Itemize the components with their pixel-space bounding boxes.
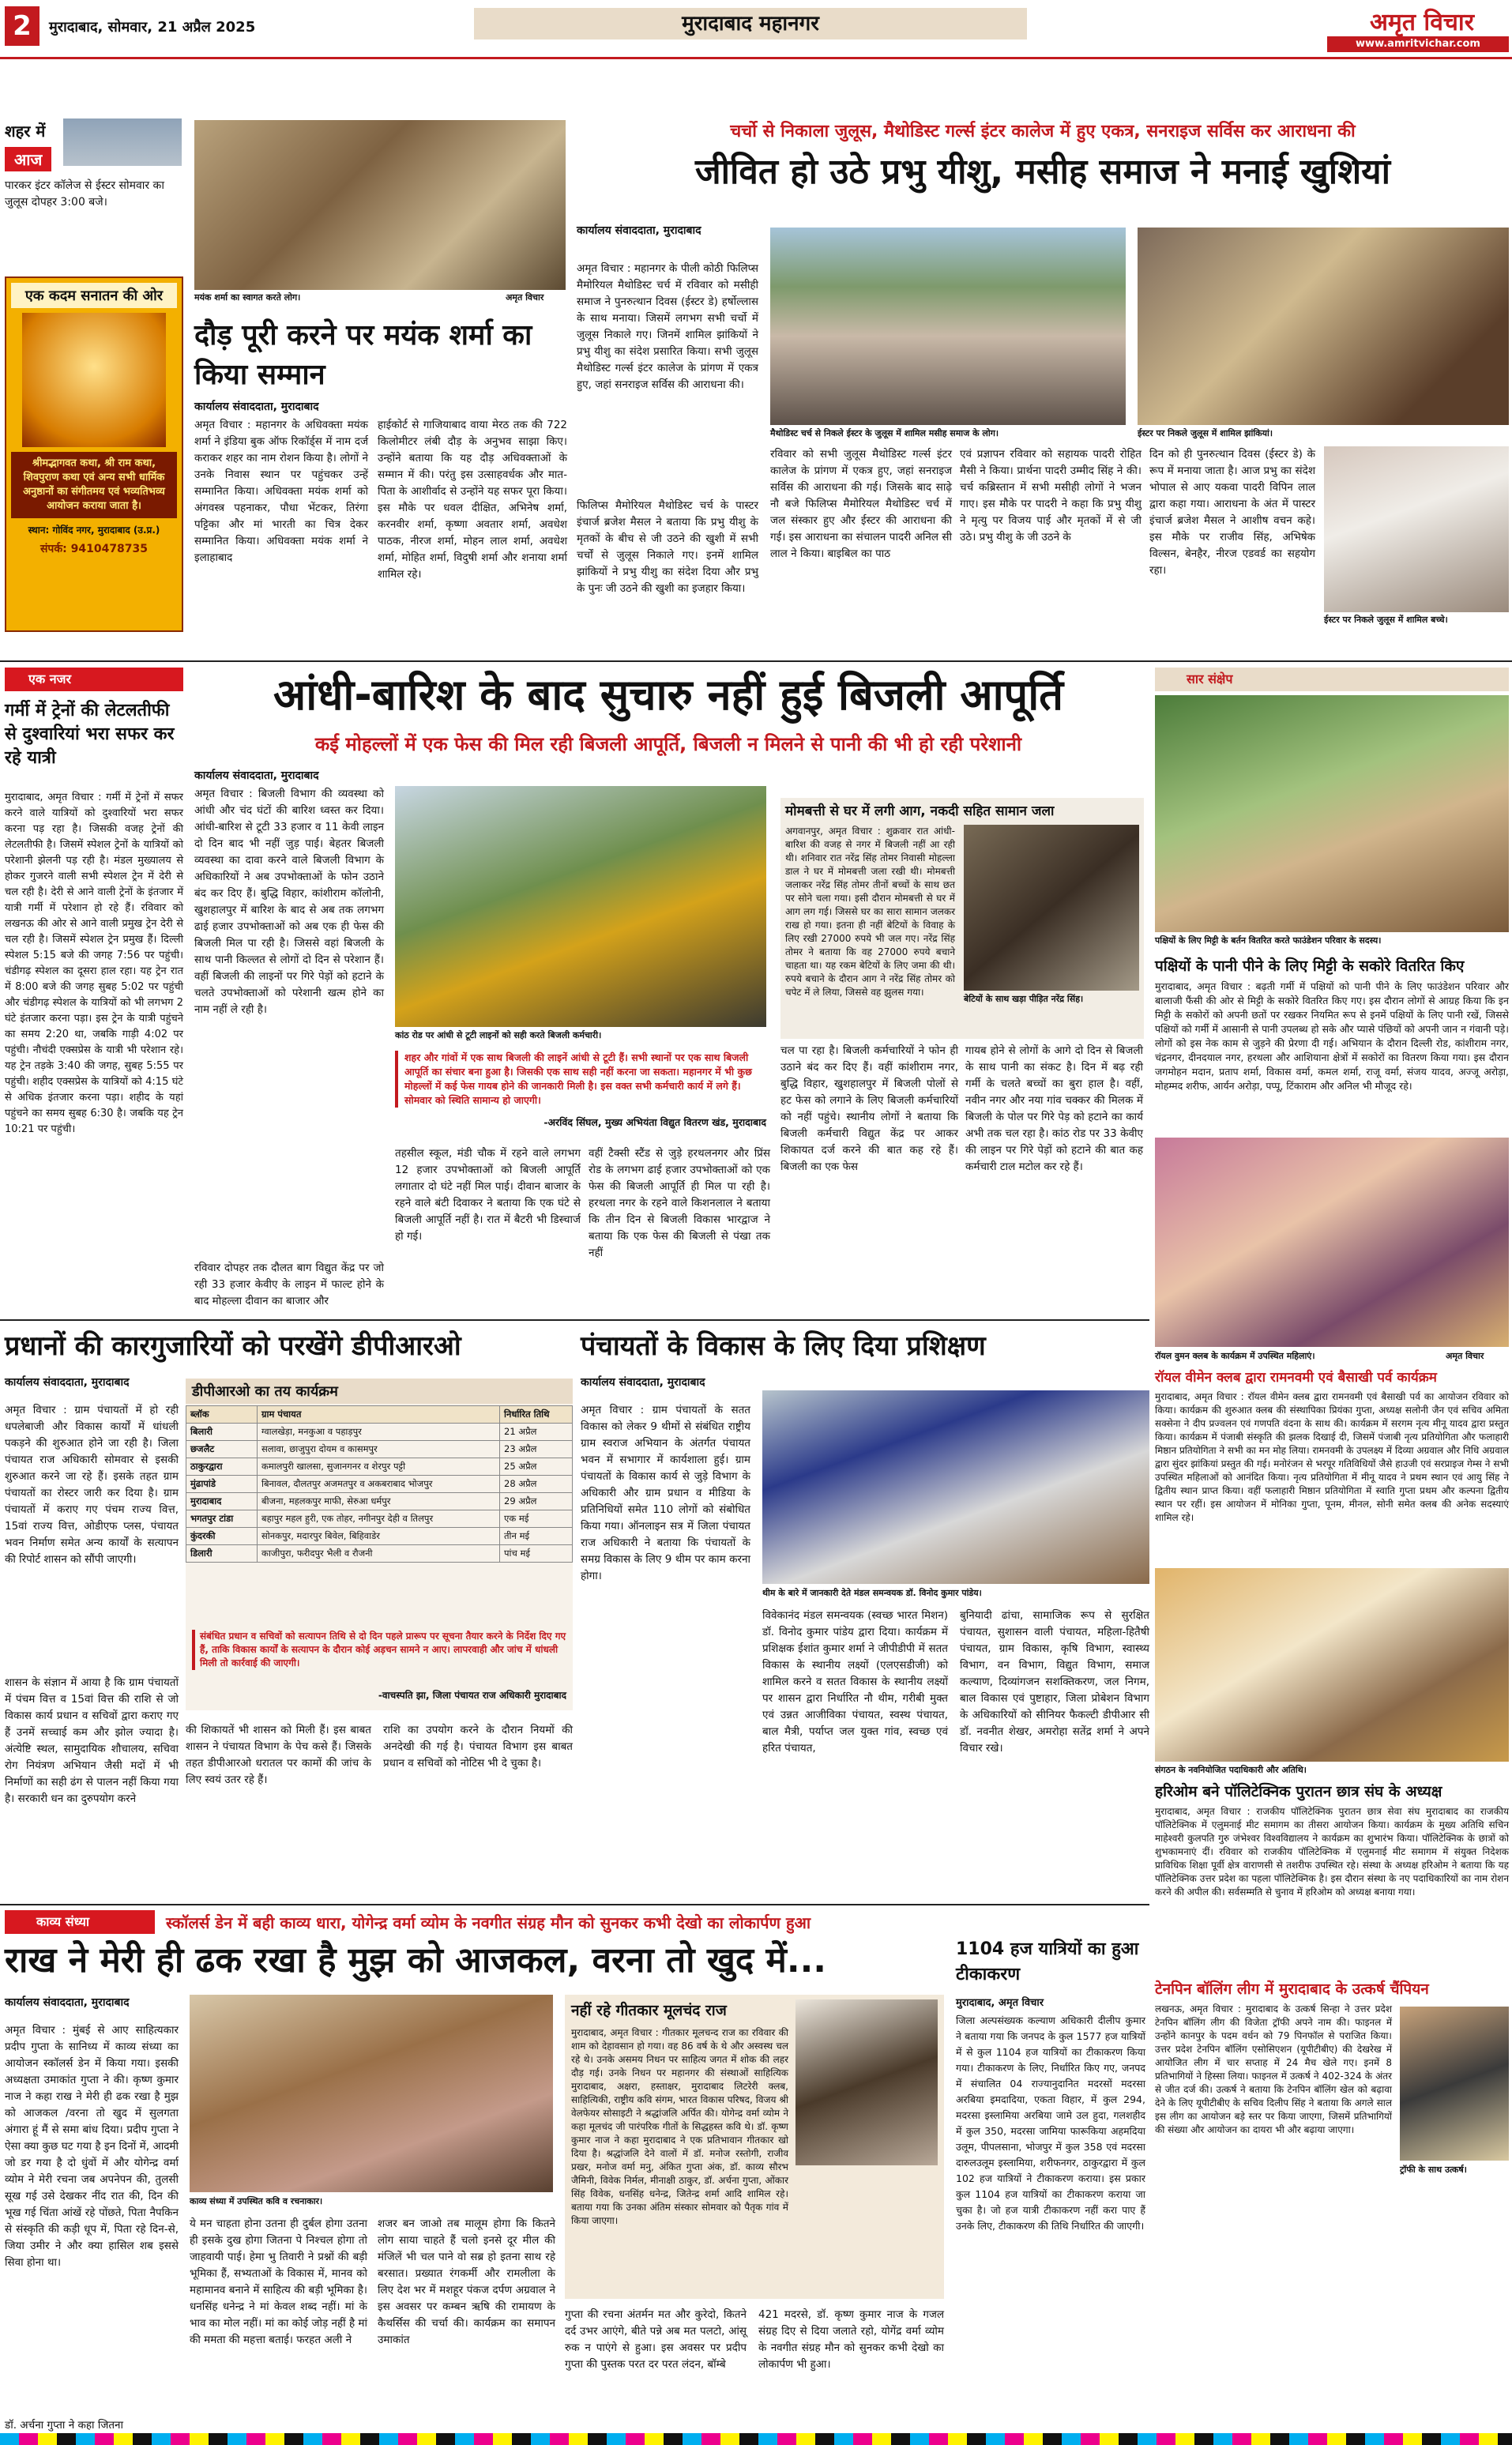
table-row [186,1545,573,1563]
right-tag: सार संक्षेप [1155,668,1509,691]
training-byline: कार्यालय संवाददाता, मुरादाबाद [581,1376,705,1389]
color-registration-bar [0,2433,1512,2445]
poetry-body-3: शजर बन जाओ तब मालूम होगा कि कितने लोग साया चाहते हैं चलो इनसे दूर मील की मंजिलें भी चल पाने वो सब्र हो इतना साथ रहे बरसात। प्रख्यात रंगकर्मी और रामलीला के लिए देश भर में मशहूर पंकज दर्पण अग्रवाल ने इस अवसर पर कम्बन ऋषि की रामायण के कैथर्सिस की चर्चा की। कार्यक्रम का समापन उमाकांत [378,2217,555,2346]
poetry-caption: काव्य संध्या में उपस्थित कवि व रचनाकार। [190,2196,323,2206]
mayank-credit: अमृत विचार [506,292,544,303]
poetry-body-5: 421 मदरसे, डॉ. कृष्ण कुमार नाज के गजल संग्रह दिए से दिया जलाते रहो, योगेंद्र वर्मा व्योम के नवगीत संग्रह मौन को सुनकर कभी देखो का लोकार्पण भी हुआ। [758,2308,944,2371]
table-row [186,1424,573,1441]
table-cell: एक मई [500,1510,573,1528]
mulchand-headline: नहीं रहे गीतकार मूलचंद राज [571,2002,727,2019]
power-caption: कांठ रोड पर आंधी से टूटी लाइनों को सही करते बिजली कर्मचारी। [395,1030,602,1040]
masthead [0,0,1512,57]
power-body-4: चल पा रहा है। बिजली कर्मचारियों ने फोन ही उठाने बंद कर दिए हैं। वहीं कांशीराम नगर, बुद्धि विहार, खुशहालपुर में बिजली पोलों से हट फेस को लगाने के लिए बिजली कर्मचारियों को नहीं पहुंचे। स्थानीय लोगों ने बताया कि बिजली कर्मचारी विद्युत केंद्र पर आकर शिकायत दर्ज करने की बात कह रहे हैं। बिजली का एक फेस [780,1044,958,1173]
table-cell: 28 अप्रैल [500,1476,573,1493]
fire-box [780,798,1144,1039]
section-label: मुरादाबाद महानगर [682,12,819,36]
poetry-body-1b: डॉ. अर्चना गुप्ता ने कहा जितना [5,2419,124,2432]
mayank-photo [194,120,566,290]
poetry-body-4: गुप्ता की रचना अंतर्मन मत और कुरेदो, कितने दर्द उभर आएंगे, बीते पन्ने अब मत पलटो, आंसू रुक न पाएंगे से हुआ। इस अवसर पर प्रदीप गुप्ता की पुस्तक परत दर परत लंदन, बॉम्बे [565,2308,747,2371]
today-label: आज [5,147,51,171]
right-body-4: लखनऊ, अमृत विचार : मुरादाबाद के उत्कर्ष सिन्हा ने उत्तर प्रदेश टेनपिन बॉलिंग लीग की विजेता ट्रॉफी अपने नाम की। फाइनल में उन्होंने कानपुर के पदम वर्धन को 79 पिनफॉल से पराजित किया। उत्तर प्रदेश टेनपिन बॉलिंग एसोसिएशन (यूपीटीबीए) की देखरेख में आयोजित लीग में चार सप्ताह में 24 मैच खेले गए। इनमें 8 प्रतिभागियों ने हिस्सा लिया। फाइनल में उत्कर्ष ने 402-324 के अंतर से जीत दर्ज की। उत्कर्ष ने बताया कि टेनपिन बॉलिंग खेल को बढ़ावा देने के लिए यूपीटीबीए के सचिव दिलीप सिंह ने बताया कि अगले साल इस लीग का आयोजन बड़े स्तर पर किया जाएगा, जिसमें प्रतिभागियों की संख्या और आयोजन का दायरा भी और बढ़ाया जाएगा। [1155,2003,1392,2135]
table-cell: कुंदरकी [186,1528,258,1545]
dpro-headline: प्रधानों की कारगुजारियों को परखेंगे डीपीआरओ [5,1330,461,1362]
ad-place: स्थान: गोविंद नगर, मुरादाबाद (उ.प्र.) [28,525,160,536]
table-cell: मुंढापांडे [186,1476,258,1493]
easter-byline: कार्यालय संवाददाता, मुरादाबाद [577,224,701,237]
fire-body: अगवानपुर, अमृत विचार : शुक्रवार रात आंधी-बारिश की वजह से नगर में बिजली नहीं आ रही थी। शनिवार रात नरेंद्र सिंह तोमर निवासी मोहल्ला डाल ने घर में मोमबत्ती जला रखी थी। मोमबत्ती जलाकर नरेंद्र सिंह तोमर तीनों बच्चों के साथ छत पर सोने चला गया। इसी दौरान मोमबत्ती से घर में आग लग गई। जिससे घर का सारा सामान जलकर राख हो गया। इतना ही नहीं बेटियों के विवाह के लिए रखी 27000 रुपये भी जल गए। नरेंद्र सिंह तोमर ने बताया कि वह 27000 रुपये बचाने चाहता था। यह रकम बेटियों के लिए जमा की थी। रुपये बचाने के दौरान आग ने नरेंद्र सिंह तोमर को चपेट में ले लिया, जिससे वह झुलस गया। [785,826,955,998]
easter-caption-3: ईस्टर पर निकले जुलूस में शामिल बच्चे। [1324,615,1448,625]
table-cell: बीजना, महलकपुर माफी, सेरुआ धर्मपुर [258,1493,500,1510]
vaccine-headline: 1104 हज यात्रियों का हुआ टीकाकरण [956,1939,1139,1984]
mayank-body-1: अमृत विचार : महानगर के अधिवक्ता मयंक शर्मा ने इंडिया बुक ऑफ रिकॉर्ड्स में नाम दर्ज कराकर शहर का नाम रोशन किया है। लोगों ने उनके निवास स्थान पर पहुंचकर उन्हें सम्मानित किया। अधिवक्ता मयंक शर्मा को अंगवस्त्र पहनाकर, पौधा भेंटकर, तिरंगा पट्टिका और मां भारती का चित्र देकर सम्मानित किया। अधिवक्ता मयंक शर्मा ने इलाहाबाद [194,419,368,564]
table-cell: बिनावल, दौलतपुर अजमतपुर व अकबराबाद भोजपुर [258,1476,500,1493]
today-event: पारकर इंटर कॉलेज से ईस्टर सोमवार का जुलूस दोपहर 3:00 बजे। [5,179,164,209]
table-cell: ग्वालखेड़ा, मनकुआ व पहाड़पुर [258,1424,500,1441]
power-body-2: तहसील स्कूल, मंडी चौक में रहने वाले लगभग 12 हजार उपभोक्ताओं को बिजली आपूर्ति लगातार दो घंटे नहीं मिल पाई। दीवान बाजार के रहने वाले बंटी दिवाकर ने बताया कि एक घंटे से बिजली आपूर्ति नहीं है। रात में बैटरी भी डिस्चार्ज हो गई। [395,1147,581,1243]
right-photo-4 [1400,2007,1509,2161]
dpro-byline: कार्यालय संवाददाता, मुरादाबाद [5,1376,130,1389]
table-row [186,1458,573,1476]
right-caption-1: पक्षियों के लिए मिट्टी के बर्तन वितरित करते फाउंडेशन परिवार के सदस्य। [1155,935,1382,946]
ad-title: एक कदम सनातन की ओर [11,283,177,308]
mulchand-photo [795,1999,938,2165]
table-cell: बहापुर महल हुरी, एक तोहर, नगीनपुर देही व तिलपुर [258,1510,500,1528]
fire-photo [964,825,1139,991]
dpro-table-box [186,1379,573,1710]
table-cell: 29 अप्रैल [500,1493,573,1510]
table-header: ग्राम पंचायत [258,1406,500,1424]
table-cell: पांच मई [500,1545,573,1563]
mayank-byline: कार्यालय संवाददाता, मुरादाबाद [194,401,319,413]
table-cell: सलावा, छाजुपुरा दोयम व कासमपुर [258,1441,500,1458]
table-cell: बिलारी [186,1424,258,1441]
easter-body-1: अमृत विचार : महानगर के पीली कोठी फिलिप्स मैमोरियल मैथोडिस्ट चर्च में रविवार को मसीही समाज ने पुनरुत्थान दिवस (ईस्टर डे) हर्षोल्लास के साथ मनाया। जिसमें लगभग सभी चर्चो में जुलूस निकाले गए। जिनमें शामिल झांकियों ने प्रभु यीशु का संदेश प्रसारित किया। सभी जुलूस मैथोडिस्ट गर्ल्स इंटर कालेज के प्रांगण में एकत्र हुए, जहां सनराइज सर्विस की आराधना की। [577,262,758,391]
power-quote-by: -अरविंद सिंघल, मुख्य अभियंता विद्युत वितरण खंड, मुरादाबाद [543,1116,766,1128]
right-photo-3 [1155,1568,1509,1762]
training-caption: थीम के बारे में जानकारी देते मंडल समन्वयक डॉ. विनोद कुमार पांडेय। [762,1588,982,1598]
page-number: 2 [5,6,39,46]
section-title [474,8,1027,39]
right-photo-2 [1155,1138,1509,1347]
table-cell: 23 अप्रैल [500,1441,573,1458]
power-body-1b: रविवार दोपहर तक दौलत बाग विद्युत केंद्र पर जो रही 33 हजार केवीए के लाइन में फाल्ट होने के बाद मोहल्ला दीवान का बाजार और [194,1262,384,1307]
brand-logo: अमृत विचार [1370,9,1474,36]
right-headline-1: पक्षियों के पानी पीने के लिए मिट्टी के सकोरे वितरित किए [1155,957,1465,975]
table-row [186,1528,573,1545]
dpro-body-4: राशि का उपयोग करने के दौरान नियमों की अनदेखी की गई है। पंचायत विभाग इस बाबत प्रधान व सचिवों को नोटिस भी दे चुका है। [383,1724,573,1770]
thumb-city [63,118,182,166]
poetry-body-1: अमृत विचार : मुंबई से आए साहित्यकार प्रदीप गुप्ता के सानिध्य में काव्य संध्या का आयोजन स्कॉलर्स डेन में किया गया। इसकी अध्यक्षता उमाकांत गुप्ता ने की। कृष्ण कुमार नाज ने कहा राख ने मेरी ही ढक रखा है मुझ को आजकल /वरना तो खुद में सुलगता अंगारा हूं मैं से समा बांध दिया। प्रदीप गुप्ता ने ऐसा क्या कुछ घट गया है इन दिनों में, आदमी जो डर गया है दो धुंवों में और योगेन्द्र वर्मा व्योम ने मेरी रचना जब अपनेपन की, तुलसी सूख गई उसे देखकर नींद रात की, दिन की भूख गई चिंता आंखें रहे पोंछते, पिता नैपकिन से संस्कृति की कड़ी धूप में, पिता रहे दिन-से, जिया उमीर ने और क्या हासिल शब इससे सिवा होना था। [5,2024,179,2269]
power-quote: शहर और गांवों में एक साथ बिजली की लाइनें आंधी से टूटी हैं। सभी स्थानों पर एक साथ बिजली आपूर्ति का संचार बना हुआ है। जिसकी एक साथ सही नहीं करना जा सकता। महानगर में भी कुछ मोहल्लों में कई फेस गायब होने की जानकारी मिली है। इस वक्त सभी कर्मचारी कार्य में लगे हैं। सोमवार को स्थिति सामान्य हो जाएगी। [395,1051,766,1108]
table-cell: 25 अप्रैल [500,1458,573,1476]
easter-body-3: रविवार को सभी जुलूस मैथोडिस्ट गर्ल्स इंटर कालेज के प्रांगण में एकत्र हुए, जहां सनराइज सर्विस की आराधना की गई। जिसके बाद साढ़े नौ बजे फिलिप्स मैमोरियल मैथोडिस्ट चर्च में जल संस्कार हुए और ईस्टर की आराधना की गई। इस आराधना का संचालन पादरी अनिल सी लाल ने किया। बाइबिल का पाठ [770,448,952,560]
easter-photo-procession [770,228,1126,425]
easter-kicker: चर्चो से निकाला जुलूस, मैथोडिस्ट गर्ल्स इंटर कालेज में हुए एकत्र, सनराइज सर्विस कर आराधना की [730,122,1356,141]
right-headline-2: रॉयल वीमेन क्लब द्वारा रामनवमी एवं बैसाखी पर्व कार्यक्रम [1155,1370,1437,1386]
table-cell: कमालपुरी खालसा, सुजानगनर व शेरपुर पट्टी [258,1458,500,1476]
training-headline: पंचायतों के विकास के लिए दिया प्रशिक्षण [581,1330,986,1362]
table-cell: छजलैट [186,1441,258,1458]
mayank-headline: दौड़ पूरी करने पर मयंक शर्मा का किया सम्मान [194,319,532,391]
poetry-headline: राख ने मेरी ही ढक रखा है मुझ को आजकल, वरना तो खुद में... [5,1940,827,1980]
table-row [186,1493,573,1510]
site-url[interactable]: www.amritvichar.com [1327,36,1509,52]
power-body-5: गायब होने से लोगों के आगे दो दिन से बिजली के साथ पानी का संकट है। दिन में बढ़ रही गर्मी के चलते बच्चों का बुरा हाल है। वहीं, नवीन नगर और नया गांव चक्कर की मिलक में बिजली के पोल पर गिरे पेड़ को हटाने का कार्य अभी तक चल रहा है। कांठ रोड पर 33 केवीए की लाइन पर गिरे पेड़ों को हटाने की बात कह कर्मचारी टाल मटोल कर रहे हैं। [965,1044,1143,1173]
trains-headline: गर्मी में ट्रेनों की लेटलतीफी से दुश्वारियां भरा सफर कर रहे यात्री [5,701,175,768]
rule-row2 [0,1319,1149,1321]
power-subhead: कई मोहल्लों में एक फेस की मिल रही बिजली आपूर्ति, बिजली न मिलने से पानी की भी हो रही परेशानी [314,733,1022,755]
easter-photo-tableau [1138,228,1509,425]
table-row [186,1510,573,1528]
power-byline: कार्यालय संवाददाता, मुरादाबाद [194,769,319,782]
training-body-3: बुनियादी ढांचा, सामाजिक रूप से सुरक्षित पंचायत, सुशासन वाली पंचायत, महिला-हितैषी पंचायत, ग्राम विकास, कृषि विभाग, स्वास्थ्य विभाग, वन विभाग, विद्युत विभाग, समाज कल्याण, दिव्यांगजन सशक्तिकरण, जल निगम, बाल विकास एवं पुष्टाहार, जिला प्रोबेशन विभाग के अधिकारियों को सीनियर फैकल्टी डीपीआर सी डॉ. नवनीत शेखर, अमरोहा सतेंद्र शर्मा ने अपने विचार रखे। [960,1609,1149,1755]
dpro-quote-by: -वाचस्पति झा, जिला पंचायत राज अधिकारी मुरादाबाद [378,1690,566,1701]
fire-headline: मोमबत्ती से घर में लगी आग, नकदी सहित सामान जला [785,803,1055,819]
power-photo [395,786,766,1027]
power-body-3: वहीं टैक्सी स्टैंड से जुड़े हरथलनगर और प्रिंस रोड के लगभग ढाई हजार उपभोक्ताओं को एक फेस की बिजली आपूर्ति ही मिल पा रही है। हरथला नगर के रहने वाले किशनलाल ने बताया कि तीन दिन से बिजली विकास भारद्वाज ने बताया कि एक फेस की बिजली से पंखा तक नहीं [589,1147,770,1259]
right-body-1: मुरादाबाद, अमृत विचार : बढ़ती गर्मी में पक्षियों को पानी पीने के लिए फाउंडेशन परिवार और बालाजी फैंसी की ओर से मिट्टी के सकोरे वितरित किए गए। इस दौरान लोगों से आग्रह किया कि इन मिट्टी के सकोरों को अपनी छतों पर रखकर नियमित रूप से इनमें पक्षियों के लिए पानी रखें, जिससे पक्षियों को गर्मी में आसानी से पानी उपलब्ध हो सके और प्यासे पंछियों को अपनी जान न गंवानी पड़े। लोगों को इस नेक काम से जुड़ने की प्रेरणा दी गई। अभियान के दौरान दिल्ली रोड, कांशीराम नगर, चंद्रनगर, दीनदयाल नगर, हरथला और आशियाना क्षेत्रों में सकोरों का वितरण किया गया। इस दौरान जगमोहन मदान, प्रताप शर्मा, विकास वर्मा, कमल शर्मा, राजू वर्मा, संजय यादव, अज्जू अरोड़ा, मोहम्मद शरीफ, आर्यन अरोड़ा, पप्पू, टिंकाराम और अनिल भी मौजूद रहे। [1155,980,1509,1092]
poetry-kicker: स्कॉलर्स डेन में बही काव्य धारा, योगेन्द्र वर्मा व्योम के नवगीत संग्रह मौन को सुनकर कभी देखो का लोकार्पण हुआ [166,1913,811,1932]
mulchand-box [565,1995,944,2299]
training-body-2: विवेकानंद मंडल समन्वयक (स्वच्छ भारत मिशन) डॉ. विनोद कुमार पांडेय द्वारा दिया। कार्यक्रम में प्रशिक्षक ईशांत कुमार शर्मा ने जीपीडीपी में सतत विकास के स्थानीय लक्ष्यों (एलएसडीजी) को शामिल करने व सतत विकास के स्थानीय लक्ष्यों पर शासन द्वारा निर्धारित नौ थीम, गरीबी मुक्त एवं उन्नत आजीविका पंचायत, स्वस्थ पंचायत, बाल मैत्री, पर्याप्त जल युक्त गांव, स्वच्छ एवं हरित पंचायत, [762,1609,948,1755]
poetry-tag: काव्य संध्या [5,1910,155,1934]
dpro-quote: संबंधित प्रधान व सचिवों को सत्यापन तिथि से दो दिन पहले प्रारूप पर सूचना तैयार करने के निर्देश दिए गए हैं, ताकि विकास कार्यों के सत्यापन के दौरान कोई अड़चन सामने न आए। लापरवाही और जांच में धांधली मिली तो कार्रवाई की जाएगी। [192,1630,566,1670]
right-caption-4: ट्रॉफी के साथ उत्कर्ष। [1400,2165,1467,2175]
table-cell: तीन मई [500,1528,573,1545]
right-headline-3: हरिओम बने पॉलिटेक्निक पुरातन छात्र संघ के अध्यक्ष [1155,1783,1442,1800]
right-credit-2: अमृत विचार [1446,1351,1484,1361]
training-body-1: अमृत विचार : ग्राम पंचायतों के सतत विकास को लेकर 9 थीमों से संबंधित राष्ट्रीय ग्राम स्वराज अभियान के अंतर्गत पंचायत भवन में सभागार में कार्यशाला हुई। ग्राम पंचायतों के विकास कार्य से जुड़े विभाग के अधिकारी और ग्राम प्रधान व मीडिया के प्रतिनिधियों समेत 110 लोगों को संबोधित किया गया। ऑनलाइन सत्र में जिला पंचायत राज अधिकारी ने बताया कि पंचायतों के समग्र विकास के लिए 9 थीम पर काम करना होगा। [581,1404,750,1582]
power-body-1: अमृत विचार : बिजली विभाग की व्यवस्था को आंधी और चंद घंटों की बारिश ध्वस्त कर दिया। आंधी-बारिश से टूटी 33 हजार व 11 केवी लाइन दो दिन बाद भी नहीं जुड़ पाई। बेहतर बिजली व्यवस्था का दावा करने वाले बिजली विभाग के अधिकारियों ने अब उपभोक्ताओं के फोन उठाने बंद कर दिए हैं। बुद्धि विहार, कांशीराम कॉलोनी, खुशहालपुर में बारिश के बाद से अब तक लगभग ढाई हजार उपभोक्ताओं को अब एक ही फेस की बिजली मिल पा रही है। जिससे वहां बिजली के साथ पानी किल्लत से लोगों दो दिन से परेशान हैं। वहीं बिजली की लाइनों पर गिरे पेड़ों को हटाने के चलते उपभोक्ताओं को परेशानी खत्म होने का नाम नहीं ले रही है। [194,788,384,1016]
easter-body-5: दिन को ही पुनरुत्थान दिवस (ईस्टर डे) के रूप में मनाया जाता है। आज प्रभु का संदेश भोपाल से आए यकवा पादरी विपिन लाल द्वारा कहा गया। आराधना के अंत में पास्टर इंचार्ज ब्रजेश मैसल ने आशीष वचन कहे। इस मौके पर राजीव सिंह, अभिषेक विल्सन, बेनहैर, नीरज एडवर्ड का सहयोग रहा। [1149,448,1315,577]
right-body-3: मुरादाबाद, अमृत विचार : राजकीय पॉलिटेक्निक पुरातन छात्र सेवा संघ मुरादाबाद का राजकीय पॉलिटेक्निक में एलुमनाई मीट समागम का तीसरा आयोजन किया। कार्यक्रम के मुख्य अतिथि सचिन माहेश्वरी कुलपति गुरु जंभेश्वर विश्वविद्यालय ने कार्यक्रम का शुभारंभ किया। पॉलिटेक्निक के छात्रों को शुभकामनाएं दीं। रविवार को राजकीय पॉलिटेक्निक में एलुमनाई मीट समागम में संयुक्त निदेशक प्राविधिक शिक्षा पूर्वी क्षेत्र वाराणसी से तशरीफ उपस्थित रहे। संस्था के अध्यक्ष हरिओम ने बताया कि यह पॉलिटेक्निक उत्तर प्रदेश का पहला पॉलिटेक्निक है। इस दौरान संस्था के नए पदाधिकारियों का नाम रोशन करने की अपील की। सर्वसम्मति से चुनाव में हरिओम को अध्यक्ष बनाया गया। [1155,1806,1509,1898]
right-caption-2: रॉयल वुमन क्लब के कार्यक्रम में उपस्थित महिलाएं। [1155,1351,1315,1361]
mayank-body-2: हाईकोर्ट से गाजियाबाद वाया मेरठ तक की 722 किलोमीटर लंबी दौड़ के अनुभव साझा किए। उन्होंने बताया कि यह दौड़ अधिवक्ताओं के सम्मान में की। परंतु इस उत्साहवर्धक और मात-पिता के आशीर्वाद से उन्होंने यह सफर पूरा किया। इस मौके पर धवल दीक्षित, अभिनेष शर्मा, करनवीर शर्मा, कृष्णा अवतार शर्मा, अवधेश पाठक, नीरज शर्मा, मोहन लाल शर्मा, अवधेश शर्मा, मोहित शर्मा, विदुषी शर्मा और शनाया शर्मा शामिल रहे। [378,419,567,581]
poetry-photo [190,1995,553,2192]
table-cell: ठाकुरद्वारा [186,1458,258,1476]
easter-headline: जीवित हो उठे प्रभु यीशु, मसीह समाज ने मनाई खुशियां [694,152,1391,192]
dateline: मुरादाबाद, सोमवार, 21 अप्रैल 2025 [49,19,256,36]
masthead-rule [0,57,1512,59]
power-headline: आंधी-बारिश के बाद सुचारु नहीं हुई बिजली आपूर्ति [273,670,1063,720]
table-cell: मुरादाबाद [186,1493,258,1510]
ad-contact[interactable]: संपर्क: 9410478735 [39,543,149,555]
easter-caption-1: मैथोडिस्ट चर्च से निकले ईस्टर के जुलूस में शामिल मसीह समाज के लोग। [770,428,999,438]
ad-image [22,313,166,447]
rule-row3 [0,1904,1149,1905]
religious-ad [5,276,183,632]
mulchand-body: मुरादाबाद, अमृत विचार : गीतकार मूलचन्द राज का रविवार की शाम को देहावसान हो गया। वह 86 वर्ष के थे और अस्वस्थ चल रहे थे। उनके असमय निधन पर साहित्य जगत में शोक की लहर दौड़ गई। उनके निधन पर महानगर की संस्थाओं साहित्यिक मुरादाबाद, अक्षरा, हस्ताक्षर, मुरादाबाद लिटरेरी क्लब, साहित्यिकी, राष्ट्रीय कवि संगम, भारत विकास परिषद, विजय श्री वेलफेयर सोसाइटी ने श्रद्धांजलि अर्पित की। योगेन्द्र वर्मा व्योम ने कहा मूलचंद जी पारंपरिक गीतों के सिद्धहस्त कवि थे। डॉ. कृष्ण कुमार नाज ने कहा मुरादाबाद ने एक प्रतिभावान गीतकार खो दिया है। श्रद्धांजलि देने वालों में डॉ. मनोज रस्तोगी, राजीव प्रखर, मनोज वर्मा मनु, अंकित गुप्ता अंक, डॉ. काव्य सौरभ जैमिनी, विवेक निर्मल, मीनाक्षी ठाकुर, डॉ. अर्चना गुप्ता, ओंकार सिंह विवेक, धनसिंह धनेन्द्र, जितेन्द्र शर्मा आदि शामिल रहे। बताया गया कि उनका अंतिम संस्कार सोमवार को पैतृक गांव में किया जाएगा। [571,2027,788,2226]
easter-body-4: एवं प्रज्ञापन रविवार को सहायक पादरी रोहित मैसी ने किया। प्रार्थना पादरी उम्मीद सिंह ने की। चर्च कब्रिस्तान में सभी मसीही लोगों ने भजन गाए। इस मौके पर पादरी ने कहा कि प्रभु यीशु ने मृत्यु पर विजय पाई और मृतकों में से जी उठे। प्रभु यीशु के जी उठने के [960,448,1142,544]
right-photo-1 [1155,695,1509,932]
dpro-body-3: की शिकायतें भी शासन को मिली हैं। इस बाबत शासन ने पंचायत विभाग के पेच कसे हैं। जिसके तहत डीपीआरओ धरातल पर कामों की जांच के लिए स्वयं उतर रहे हैं। [186,1724,371,1786]
table-header: निर्धारित तिथि [500,1406,573,1424]
poetry-body-2: ये मन चाहता होना उतना ही दुर्बल होगा उतना ही इसके दुख होगा जितना पे निश्चल होगा तो जाहवायी पाई। हेमा भु तिवारी ने प्रश्नों की बड़ी भूमिका हैं, सभ्यताओं के विकास में, मानव को महामानव बनाने में साहित्य की बड़ी भूमिका है। धनसिंह धनेन्द्र ने मां केवल शब्द नहीं। मां के भाव का मोल नहीं। मां का कोई जोड़ नहीं है मां की ममता की महत्ता बताई। फरहत अली ने [190,2217,367,2346]
dpro-schedule-table [186,1405,573,1563]
easter-photo-children [1324,446,1509,612]
right-headline-4: टेनपिन बॉलिंग लीग में मुरादाबाद के उत्कर्ष चैंपियन [1155,1980,1429,1998]
vaccine-body: जिला अल्पसंख्यक कल्याण अधिकारी दीलीप कुमार ने बताया गया कि जनपद के कुल 1577 हज यात्रियों में से कुल 1104 हज यात्रियों का टीकाकरण किया गया। टीकाकरण के लिए, निर्धारित किए गए, जनपद में संचालित 04 राज्यानुदानित मदरसों मदरसा अरबिया इमदादिया, एकता विहार, में कुल 294, मदरसा इस्लामिया अरबिया जामे उल हुदा, गलशहीद में कुल 350, मदरसा जामिया फारूकिया अहमदिया उलूम, पीपलसाना, भोजपुर में कुल 358 एवं मदरसा दारुलउलूम इस्लामिया, शरीफनगर, ठाकुरद्वारा में कुल 102 हज यात्रियों ने टीकाकरण कराया। इस प्रकार कुल 1104 हज यात्रियों का टीकाकरण कराया जा चुका है। जो हज यात्री टीकाकरण नहीं करा पाए हैं उनके लिए, टीकाकरण की तिथि निर्धारित की जाएगी। [956,2014,1145,2232]
rule-row1 [0,660,1512,662]
easter-body-2: फिलिप्स मैमोरियल मैथोडिस्ट चर्च के पास्टर इंचार्ज ब्रजेश मैसल ने बताया कि प्रभु यीशु के मृतकों के बीच से जी उठने की खुशी में सभी चर्चों से जुलूस निकाले गए। इनमें शामिल झांकियों ने प्रभु यीशु का संदेश दिया और प्रभु के पुनः जी उठने की खुशी का इजहार किया। [577,499,758,595]
table-cell: सोनकपुर, मदारपुर बिवेल, बिहिवाडेर [258,1528,500,1545]
city-label: शहर में [5,122,46,141]
table-cell: भगतपुर टांडा [186,1510,258,1528]
dpro-table-title: डीपीआरओ का तय कार्यक्रम [186,1379,573,1404]
easter-caption-2: ईस्टर पर निकले जुलूस में शामिल झांकियां। [1138,428,1273,438]
dpro-body-1: अमृत विचार : ग्राम पंचायतों में हो रही धपलेबाजी और विकास कार्यों में धांधली पकड़ने की शुरुआत होने जा रही है। जिला पंचायत राज अधिकारी सोमवार से इसकी शुरुआत करने जा रहे हैं। इसके तहत ग्राम पंचायतों का रोस्टर जारी कर दिया है। ग्राम पंचायतों में कराए गए पंचम राज्य वित्त, 15वां राज्य वित्त, ओडीएफ प्लस, पंचायत भवन निर्माण समेत अन्य कार्यों के सत्यापन की रिपोर्ट शासन को सौंपी जाएगी। [5,1404,179,1566]
trains-body: मुरादाबाद, अमृत विचार : गर्मी में ट्रेनों में सफर करने वाले यात्रियों को दुश्वारियों भरा सफर करना पड़ रहा है। जिसकी वजह ट्रेनों की लेटलतीफी है। जिसमें स्पेशल ट्रेनों के यात्रियों को परेशानी झेलनी पड़ रही है। मंडल मुख्यालय से होकर गुजरने वाली सभी स्पेशल ट्रेन में देरी से चल रही है। देरी से आने वाली ट्रेनों के इंतजार में यात्री गर्मी में परेशान हो रहे हैं। रविवार को लखनऊ की ओर से आने वाली प्रमुख ट्रेन देरी से चल रही है। जिसमें स्पेशल ट्रेन प्रमुख हैं। दिल्ली स्पेशल 5:15 बजे की जगह 7:56 पर पहुंची। चंडीगढ़ स्पेशल का दूसरा हाल रहा। यह ट्रेन रात में 8:00 बजे की जगह सुबह 5:02 पर पहुंची और चंडीगढ़ स्पेशल के यात्रियों को भी लगभग 2 घंटे इंतजार करना पड़ा। इस ट्रेन के यात्री पहुंचने का समय 2:20 था, जबकि गाड़ी 4:02 पर पहुंची। नौचंदी एक्सप्रेस के यात्री भी परेशान रहे। यह ट्रेन तड़के 3:40 की जगह, सुबह 5:55 पर पहुंची। शहीद एक्सप्रेस के यात्रियों को 4:15 घंटे से अधिक इंतजार करना पड़ा। शहीद के यहां पहुंचने का समय सुबह 6:30 है। जबकि यह ट्रेन 10:21 पर पहुंची। [5,792,183,1135]
ek-nazar-tag: एक नजर [5,668,183,691]
vaccine-byline: मुरादाबाद, अमृत विचार [956,1997,1044,2009]
mayank-caption: मयंक शर्मा का स्वागत करते लोग। [194,292,301,303]
training-photo [762,1390,1149,1584]
table-cell: डिलारी [186,1545,258,1563]
ad-text: श्रीमद्भागवत कथा, श्री राम कथा, शिवपुराण कथा एवं अन्य सभी धार्मिक अनुष्ठानों का संगीतमय एवं भव्यतिभव्य आयोजन कराया जाता है। [11,452,177,518]
dpro-body-2: शासन के संज्ञान में आया है कि ग्राम पंचायतों में पंचम वित्त व 15वां वित्त की राशि से जो विकास कार्य प्रधान व सचिवों द्वारा कराए गए हैं उनमें सच्चाई कम और झोल ज्यादा है। अंत्येष्टि स्थल, सामुदायिक शौचालय, सचिवा रोग नियंत्रण अभियान जैसी मदों में भी निर्माणों का सही ढंग से पालन नहीं किया गया है। सरकारी धन का दुरुपयोग करने [5,1676,179,1805]
table-row [186,1441,573,1458]
fire-caption: बेटियों के साथ खड़ा पीड़ित नरेंद्र सिंह। [964,994,1084,1004]
table-cell: 21 अप्रैल [500,1424,573,1441]
poetry-byline: कार्यालय संवाददाता, मुरादाबाद [5,1996,130,2009]
right-body-2: मुरादाबाद, अमृत विचार : रॉयल वीमेन क्लब द्वारा रामनवमी एवं बैसाखी पर्व का आयोजन रविवार को किया। कार्यक्रम की शुरुआत क्लब की संस्थापिका प्रियंका गुप्ता, अध्यक्ष सलोनी जैन एवं सचिव अमिता सक्सेना ने दीप प्रज्वलन एवं गणपति वंदना के साथ की। कार्यक्रम में सरगम नृत्य मीनू यादव द्वारा प्रस्तुत किया। कार्यक्रम में पंजाबी संस्कृति की झलक दिखाई दी, जिसमें पंजाबी नृत्य प्रतियोगिता और फलाहारी मिष्ठान प्रतियोगिता ने सभी का मन मोह लिया। रामनवमी के उपलक्ष्य में दिव्या अग्रवाल और निधि अग्रवाल द्वारा सुंदर झांकियां प्रस्तुत की गई। मनोरंजन से भरपूर गतिविधियों जैसे हाउजी एवं सरप्राइज गेम्स ने सभी उपस्थित महिलाओं को आनंदित किया। नृत्य प्रतियोगिता में मीनू यादव ने प्रथम स्थान एवं आयु सिंह ने द्वितीय स्थान प्राप्त किया। वहीं फलाहारी मिष्ठान प्रतियोगिता में स्वाति गुप्ता प्रथम और कल्पना द्वितीय स्थान पर रहीं। इस आयोजन में मोनिका गुप्ता, पूनम, मीनल, सोनी समेत क्लब की अनेक सदस्याएं शामिल रहे। [1155,1391,1509,1523]
table-cell: काजीपुरा, फरीदपुर भैली व रौजनी [258,1545,500,1563]
table-header: ब्लॉक [186,1406,258,1424]
right-caption-3: संगठन के नवनियोजित पदाधिकारी और अतिथि। [1155,1765,1307,1775]
table-row [186,1476,573,1493]
